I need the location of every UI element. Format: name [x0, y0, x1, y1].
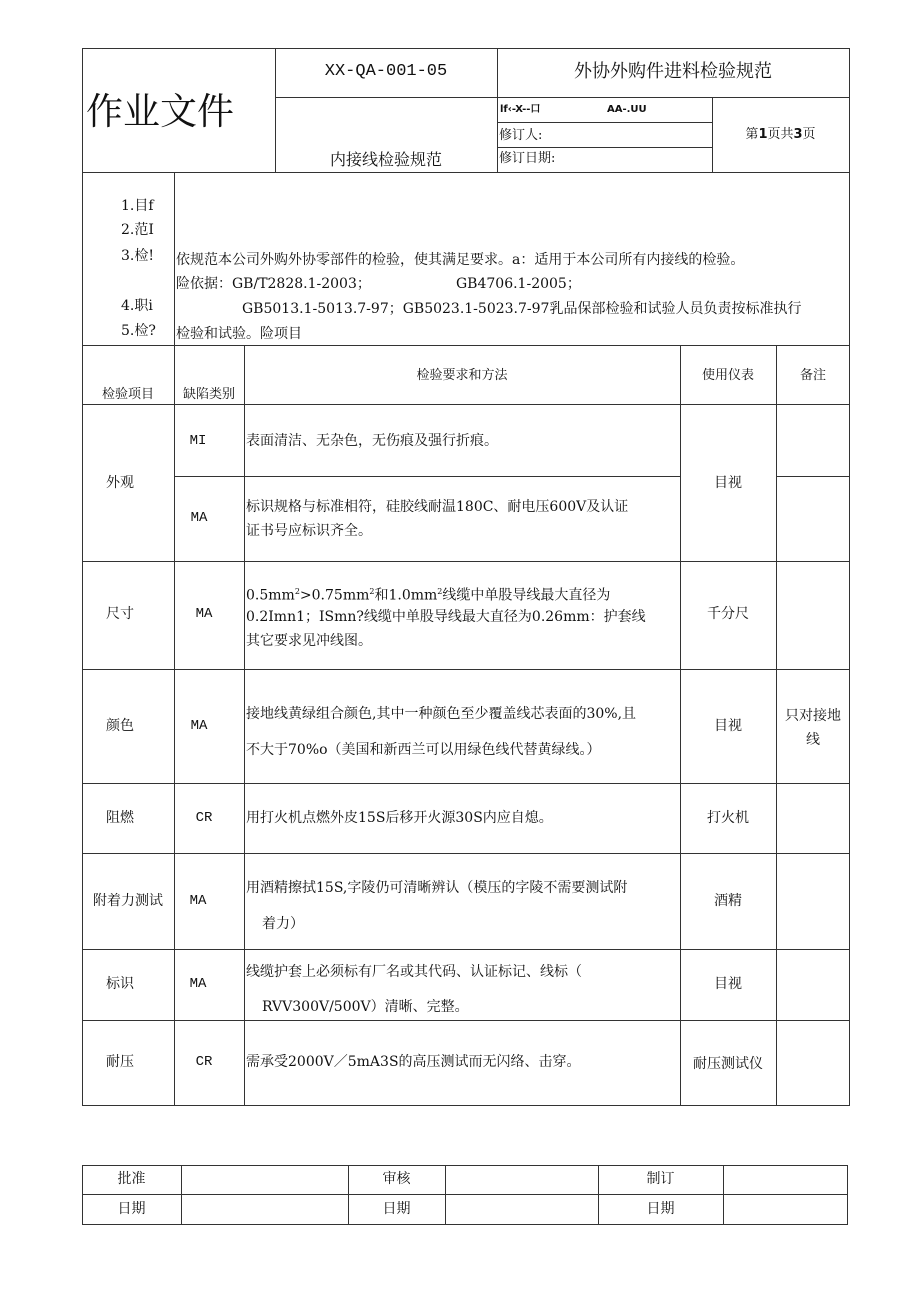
row-size-method-1: $0.5mm^2>0.75mm^2$和$1.0mm^2$线缆中单股导线最大直径为: [246, 587, 611, 604]
row-color-item: 颜色: [106, 718, 134, 734]
row-marking-method-2: RVV300V/500V）清晰、完整。: [262, 999, 469, 1015]
row-withstand-instrument: 耐压测试仪: [693, 1056, 763, 1072]
row-color-note-1: 只对接地: [785, 708, 841, 724]
row-color-instrument: 目视: [714, 718, 742, 734]
row-color-note-2: 线: [806, 732, 820, 748]
row-withstand-method: 需承受2000V／5mA3S的高压测试而无闪络、击穿。: [246, 1054, 581, 1070]
row-color-defect: MA: [190, 718, 208, 734]
row-appearance-method-2b: 证书号应标识齐全。: [246, 523, 372, 539]
row-marking-method-1: 线缆护套上必须标有厂名或其代码、认证标记、线标（: [246, 964, 582, 980]
row-appearance-method-2a: 标识规格与标准相符，硅胶线耐温180C、耐电压600V及认证: [246, 499, 629, 515]
intro-basis-text-c: GB5013.1-5013.7-97；GB5023.1-5023.7-97乳品保部检验和试验人员负责按标准执行: [242, 301, 802, 317]
intro-label-scope: 2.范I: [121, 222, 154, 238]
intro-divider: [174, 172, 175, 345]
intro-label-duty: 4.职i: [121, 298, 153, 314]
intro-basis-text-b: GB4706.1-2005；: [456, 276, 581, 292]
col-header-method: 检验要求和方法: [416, 368, 508, 383]
row-flame-instrument: 打火机: [707, 810, 749, 826]
signoff-review-label: 审核: [382, 1171, 411, 1187]
signoff-prepare-label: 制订: [646, 1171, 675, 1187]
row-withstand-defect: CR: [195, 1054, 213, 1070]
row-appearance-instrument: 目视: [714, 475, 742, 491]
row-adhesion-method-1: 用酒精擦拭15S,字陵仍可清晰辨认（模压的字陵不需要测试附: [246, 880, 628, 896]
signoff-approve-label: 批准: [117, 1171, 146, 1187]
row-size-instrument: 千分尺: [707, 606, 749, 622]
intro-label-items: 5.检?: [121, 323, 156, 339]
row-size-defect: MA: [195, 606, 213, 622]
col-header-defect: 缺陷类别: [182, 387, 235, 402]
version-code: lf‹-X--口: [500, 104, 541, 115]
row-adhesion-defect: MA: [189, 893, 207, 909]
row-size-method-2: 0.2Imn1；ISmn?线缆中单股导线最大直径为0.26mm：护套线: [246, 609, 646, 625]
row-marking-instrument: 目视: [714, 976, 742, 992]
intro-bottom-line: [82, 345, 850, 346]
row-color-method-1: 接地线黄绿组合颜色,其中一种颜色至少覆盖线芯表面的30%,且: [246, 706, 637, 722]
signoff-approve-date-label: 日期: [117, 1201, 146, 1217]
row-adhesion-item: 附着力测试: [93, 893, 163, 909]
col-header-note: 备注: [799, 368, 826, 383]
col-header-item: 检验项目: [101, 387, 154, 402]
row-appearance-method-1: 表面清洁、无杂色，无伤痕及强行折痕。: [246, 433, 498, 449]
row-appearance-defect-1: MI: [189, 433, 207, 449]
col-header-instrument: 使用仪表: [701, 368, 754, 383]
row-color-method-2: 不大于70%o（美国和新西兰可以用绿色线代替黄绿线。）: [246, 742, 601, 758]
document-code: XX-QA-001-05: [324, 62, 448, 81]
intro-purpose-scope-text: 依规范本公司外购外协零部件的检验，使其满足要求。a：适用于本公司所有内接线的检验。: [176, 252, 745, 268]
row-size-item: 尺寸: [106, 606, 134, 622]
revised-by-label: 修订人:: [499, 128, 543, 143]
row-appearance-item: 外观: [106, 475, 134, 491]
document-subtitle: 内接线检验规范: [329, 150, 442, 169]
revised-date-label: 修订日期:: [499, 151, 556, 166]
row-flame-item: 阻燃: [106, 810, 134, 826]
page-indicator: 第1页共3页: [745, 127, 816, 142]
version-value: AA-.UU: [607, 104, 647, 115]
intro-basis-text-a: 险依据：GB/T2828.1-2003；: [176, 276, 371, 292]
row-flame-defect: CR: [195, 810, 213, 826]
intro-duty-text: 检验和试验。险项目: [176, 326, 302, 342]
row-adhesion-instrument: 酒精: [714, 893, 742, 909]
row-marking-defect: MA: [189, 976, 207, 992]
row-adhesion-method-2: 着力）: [262, 916, 304, 932]
row-size-method-3: 其它要求见冲线图。: [246, 633, 372, 649]
row-marking-item: 标识: [106, 976, 134, 992]
document-big-title: 作业文件: [86, 90, 234, 133]
document-title: 外协外购件进料检验规范: [574, 61, 772, 82]
row-withstand-item: 耐压: [106, 1054, 134, 1070]
intro-label-basis: 3.检!: [121, 248, 154, 264]
row-flame-method: 用打火机点燃外皮15S后移开火源30S内应自熄。: [246, 810, 553, 826]
row-appearance-defect-2: MA: [190, 510, 208, 526]
signoff-review-date-label: 日期: [382, 1201, 411, 1217]
intro-label-purpose: 1.目f: [121, 198, 154, 214]
signoff-prepare-date-label: 日期: [646, 1201, 675, 1217]
